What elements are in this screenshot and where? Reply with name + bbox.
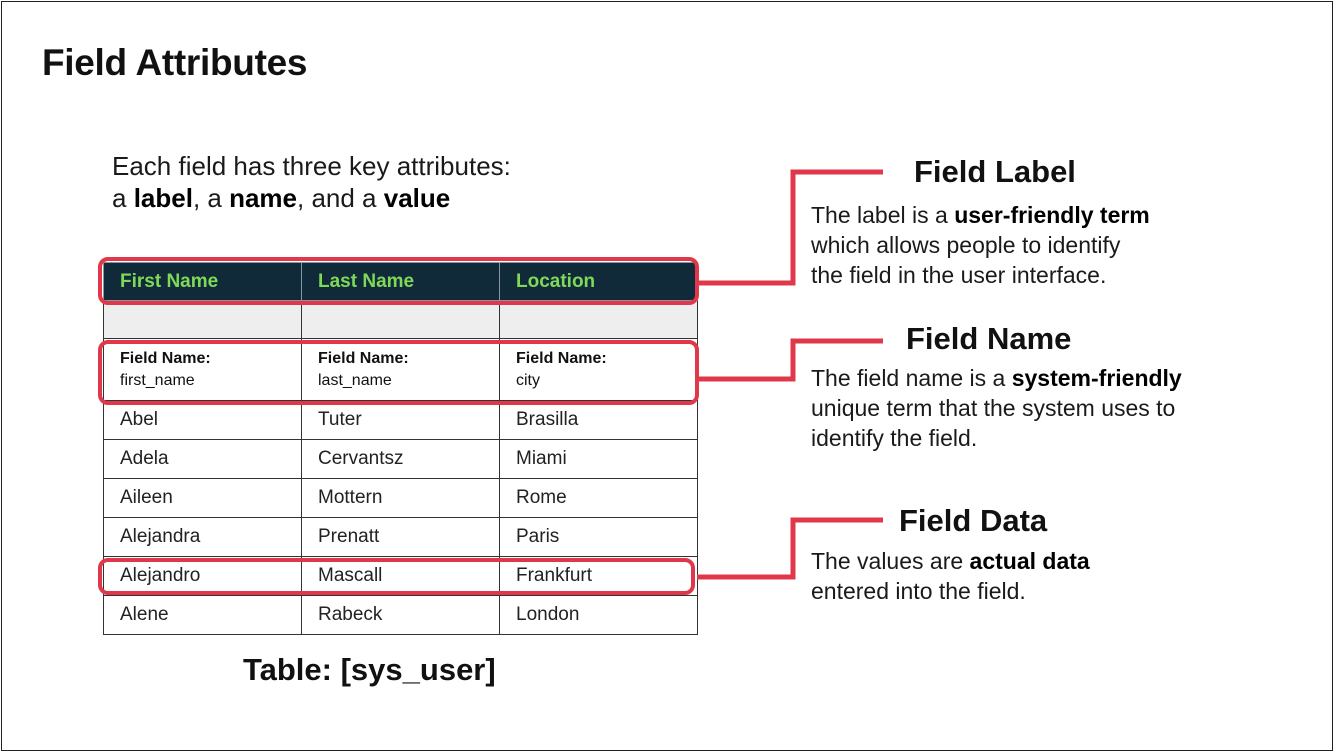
field-name-label: Field Name:	[318, 349, 409, 367]
callout-line: the field in the user interface.	[811, 262, 1107, 288]
table-cell	[500, 301, 698, 339]
field-name-cell	[500, 339, 698, 401]
field-name-value: first_name	[120, 371, 195, 389]
callout-text-fragment: The values are	[811, 548, 970, 574]
table-cell: Abel	[104, 401, 302, 440]
table-cell	[104, 301, 302, 339]
callout-line: unique term that the system uses to	[811, 395, 1176, 421]
intro-text-fragment: , a	[192, 183, 230, 213]
table-cell: Mottern	[302, 479, 500, 518]
field-name-row	[104, 339, 698, 401]
table-cell: Miami	[500, 440, 698, 479]
intro-keyword-name: name	[229, 183, 297, 213]
table-cell: Cervantsz	[302, 440, 500, 479]
intro-text-fragment: , and a	[297, 183, 384, 213]
callout-line	[811, 546, 1090, 576]
callout-keyword: actual data	[969, 548, 1090, 574]
table-cell: Aileen	[104, 479, 302, 518]
intro-text-fragment: a	[112, 183, 134, 213]
table-cell: Tuter	[302, 401, 500, 440]
table-cell: Alejandra	[104, 518, 302, 557]
callout-line	[811, 363, 1182, 393]
field-name-value: city	[516, 371, 540, 389]
table-empty-row	[104, 301, 698, 339]
table-row	[104, 440, 698, 479]
callout-line: which allows people to identify	[811, 232, 1121, 258]
field-name-value: last_name	[318, 371, 392, 389]
table-cell: Adela	[104, 440, 302, 479]
callout-text-field-label	[811, 200, 1150, 290]
table-cell: Rabeck	[302, 596, 500, 635]
callout-text-field-data	[811, 546, 1090, 606]
intro-line-1: Each field has three key attributes:	[112, 151, 511, 181]
table-row	[104, 596, 698, 635]
callout-line: entered into the field.	[811, 578, 1026, 604]
field-name-cell	[104, 339, 302, 401]
column-header-location: Location	[500, 263, 698, 301]
field-name-cell	[302, 339, 500, 401]
callout-title-field-data: Field Data	[899, 503, 1048, 538]
callout-keyword: user-friendly term	[954, 202, 1150, 228]
intro-text	[112, 150, 511, 214]
table-caption: Table: [sys_user]	[243, 652, 496, 687]
table-row	[104, 401, 698, 440]
callout-keyword: system-friendly	[1011, 365, 1182, 391]
callout-title-field-label: Field Label	[914, 154, 1076, 189]
table-cell: Prenatt	[302, 518, 500, 557]
callout-text-field-name	[811, 363, 1182, 453]
table-cell: Brasilla	[500, 401, 698, 440]
field-name-label: Field Name:	[120, 349, 211, 367]
table-cell	[302, 301, 500, 339]
table-cell: Alejandro	[104, 557, 302, 596]
callout-title-field-name: Field Name	[906, 321, 1072, 356]
table-cell: Mascall	[302, 557, 500, 596]
table-cell: Alene	[104, 596, 302, 635]
column-header-last-name: Last Name	[302, 263, 500, 301]
table-cell: Paris	[500, 518, 698, 557]
table-row	[104, 479, 698, 518]
table-row	[104, 557, 698, 596]
callout-line	[811, 200, 1150, 230]
table-cell: Rome	[500, 479, 698, 518]
table-header-row	[104, 263, 698, 301]
intro-keyword-label: label	[133, 183, 193, 213]
intro-keyword-value: value	[383, 183, 451, 213]
table-row	[104, 518, 698, 557]
callout-text-fragment: The field name is a	[811, 365, 1012, 391]
callout-text-fragment: The label is a	[811, 202, 955, 228]
field-name-label: Field Name:	[516, 349, 607, 367]
intro-line-2	[112, 182, 511, 214]
column-header-first-name: First Name	[104, 263, 302, 301]
callout-line: identify the field.	[811, 425, 978, 451]
table-cell: Frankfurt	[500, 557, 698, 596]
sys-user-table	[103, 262, 698, 635]
slide-title: Field Attributes	[42, 42, 308, 83]
table-cell: London	[500, 596, 698, 635]
